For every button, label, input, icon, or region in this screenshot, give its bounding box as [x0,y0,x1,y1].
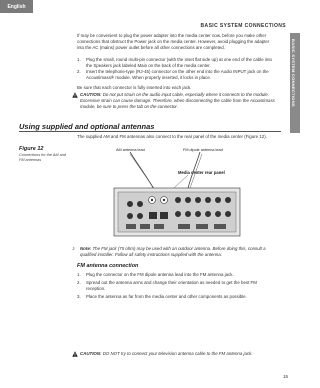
caution-text: Do not put strain on the audio input cable, especially where it connects to the module. Excessive strain can cause damage. Therefore, when disconnecting the cable from the Acoustimass module, be sure to press the tab on the connector. [80,92,275,109]
step-number: 1. [77,57,81,62]
page-header-title: BASIC SYSTEM CONNECTIONS [200,23,286,29]
side-tab-label: BASIC SYSTEM CONNECTIONS [291,39,296,107]
step-number: 2. [77,69,81,74]
list-item [77,272,277,278]
note-label: Note: [80,246,92,251]
step-text: Spread out the antenna arms and change their orientation as needed to get the best FM reception. [86,280,257,291]
section-divider [19,131,281,132]
caution-label: CAUTION: [80,351,102,356]
caution-block [72,92,277,116]
figure-caption: Connections for the AM and FM antennas [19,153,66,162]
step-number: 1. [77,272,81,277]
intro-paragraph: If may be convenient to plug the power adapter into the media center now, before you make other connections that obstruct the Power jack on the media center. However, avoid plugging the adapter into the AC (mains) power outlet before all other connections are completed. [77,33,270,50]
note-text: The FM jack (75 ohm) may be used with an outdoor antenna. Before doing this, consult a qualified installer. Follow all safety instructions supplied with the antenna. [80,246,266,257]
step-text: Plug the connector on the FM dipole antenna lead into the FM antenna jack. [86,272,234,277]
warning-icon [72,92,78,98]
list-item [77,294,277,300]
after-steps-paragraph: Be sure that each connector is fully inserted into each jack. [77,85,192,90]
section-side-tab [290,33,300,133]
section-intro: The supplied AM and FM antennas also connect to the rear panel of the media center (Figure 12). [77,134,267,139]
fm-antenna-steps-list [77,272,277,302]
caution-label: CAUTION: [80,92,102,97]
page-number: 15 [282,374,288,379]
fm-antenna-callout: FM dipole antenna lead [183,148,223,152]
am-antenna-callout: AM antenna lead [116,148,145,152]
speaker-steps-list [77,57,277,81]
figure-label: Figure 12 [19,146,44,152]
antenna-connection-figure [100,148,250,240]
caution-block [72,351,277,359]
language-tab-label: English [7,3,26,10]
step-text: Plug the small, round multi-pin connector (with the inset flat side up) at one end of the cable into the Speakers jack labeled Main on the back of the media center. [86,57,272,68]
rear-panel-callout: Media center rear panel [178,170,225,175]
music-note-icon: ♪ [72,246,75,252]
warning-icon [72,351,78,357]
step-text: Place the antenna as far from the media center and other components as possible. [86,294,247,299]
caution-text: DO NOT try to connect your television antenna cable to the FM antenna jack. [102,351,253,356]
list-item [77,69,277,81]
list-item [77,57,277,69]
list-item [77,280,277,292]
language-tab[interactable] [0,0,33,13]
step-number: 3. [77,294,81,299]
step-number: 2. [77,280,81,285]
step-text: Insert the telephone-type (RJ-45) connector on the other end into the Audio INPUT jack on the Acoustimass® module. When properly inserted, it locks in place. [86,69,269,80]
subsection-title: FM antenna connection [77,263,139,269]
section-title: Using supplied and optional antennas [19,122,155,131]
